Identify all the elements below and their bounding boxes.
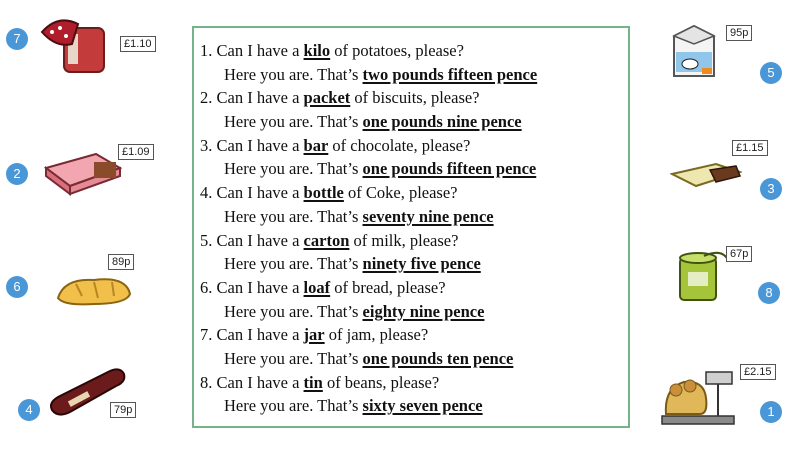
price-in-words: ninety five pence — [362, 254, 481, 274]
potatoes-scale-picture — [660, 368, 738, 431]
question-text: Can I have a — [216, 88, 300, 108]
question-text: Can I have a — [216, 372, 300, 392]
line-number: 4. — [200, 183, 213, 203]
price-in-words: eighty nine pence — [362, 301, 485, 321]
badge-biscuits: 2 — [6, 163, 28, 185]
question-text: Can I have a — [216, 277, 300, 297]
answer-line — [200, 252, 624, 276]
badge-chocolate: 3 — [760, 178, 782, 200]
question-text: Can I have a — [216, 135, 300, 155]
line-number: 1. — [200, 41, 213, 60]
price-tag-beans: 67p — [726, 246, 752, 262]
question-line — [200, 276, 624, 300]
answer-text: Here you are. That’s — [224, 396, 359, 416]
badge-potatoes: 1 — [760, 401, 782, 423]
question-line — [200, 371, 624, 395]
price-tag-bread: 89p — [108, 254, 134, 270]
price-tag-chocolate: £1.15 — [732, 140, 768, 156]
answer-text: Here you are. That’s — [224, 206, 359, 226]
milk-carton-picture — [668, 22, 720, 85]
question-line — [200, 181, 624, 205]
container-word: tin — [303, 372, 323, 392]
line-number: 3. — [200, 135, 213, 155]
question-line — [200, 323, 624, 347]
container-word: loaf — [303, 277, 331, 297]
line-number: 7. — [200, 325, 213, 345]
price-tag-biscuits: £1.09 — [118, 144, 154, 160]
price-in-words: seventy nine pence — [362, 206, 494, 226]
question-text: Can I have a — [216, 230, 300, 250]
badge-bread: 6 — [6, 276, 28, 298]
answer-text: Here you are. That’s — [224, 301, 359, 321]
question-text: Can I have a — [216, 41, 300, 60]
answer-text: Here you are. That’s — [224, 64, 359, 84]
question-item: of Coke, please? — [348, 183, 458, 203]
price-tag-coke: 79p — [110, 402, 136, 418]
line-number: 6. — [200, 277, 213, 297]
question-text: Can I have a — [216, 183, 300, 203]
question-item: of milk, please? — [353, 230, 459, 250]
container-word: packet — [303, 88, 351, 108]
answer-line — [200, 394, 624, 418]
container-word: bottle — [303, 183, 344, 203]
line-number: 8. — [200, 372, 213, 392]
question-item: of beans, please? — [326, 372, 440, 392]
price-in-words: two pounds fifteen pence — [362, 64, 538, 84]
price-in-words: one pounds fifteen pence — [362, 159, 537, 179]
question-item: of jam, please? — [328, 325, 429, 345]
badge-jam: 7 — [6, 28, 28, 50]
container-word: kilo — [303, 41, 331, 60]
price-in-words: one pounds nine pence — [362, 112, 522, 132]
line-number: 2. — [200, 88, 213, 108]
biscuits-packet-picture — [44, 146, 124, 201]
answer-line — [200, 300, 624, 324]
question-item: of potatoes, please? — [334, 41, 464, 60]
answer-text: Here you are. That’s — [224, 254, 359, 274]
beans-tin-picture — [674, 246, 730, 309]
question-line — [200, 229, 624, 253]
chocolate-bar-picture — [670, 160, 742, 195]
price-tag-milk: 95p — [726, 25, 752, 41]
question-line — [200, 134, 624, 158]
bread-loaf-picture — [54, 272, 134, 313]
question-line — [200, 86, 624, 110]
question-text: Can I have a — [216, 325, 300, 345]
question-line — [200, 39, 624, 63]
badge-milk: 5 — [760, 62, 782, 84]
price-in-words: one pounds ten pence — [362, 348, 514, 368]
answer-line — [200, 63, 624, 87]
dialogue-lines — [200, 39, 624, 418]
line-number: 5. — [200, 230, 213, 250]
price-tag-jam: £1.10 — [120, 36, 156, 52]
question-item: of chocolate, please? — [332, 135, 471, 155]
badge-beans: 8 — [758, 282, 780, 304]
price-tag-potatoes: £2.15 — [740, 364, 776, 380]
dialogue-box — [192, 26, 630, 428]
question-item: of bread, please? — [334, 277, 446, 297]
answer-line — [200, 110, 624, 134]
question-item: of biscuits, please? — [354, 88, 480, 108]
price-in-words: sixty seven pence — [362, 396, 483, 416]
answer-text: Here you are. That’s — [224, 348, 359, 368]
answer-line — [200, 205, 624, 229]
answer-line — [200, 157, 624, 181]
container-word: carton — [303, 230, 350, 250]
answer-text: Here you are. That’s — [224, 159, 359, 179]
jam-jar-picture — [38, 14, 118, 81]
answer-text: Here you are. That’s — [224, 112, 359, 132]
container-word: jar — [303, 325, 325, 345]
container-word: bar — [303, 135, 329, 155]
answer-line — [200, 347, 624, 371]
badge-coke: 4 — [18, 399, 40, 421]
